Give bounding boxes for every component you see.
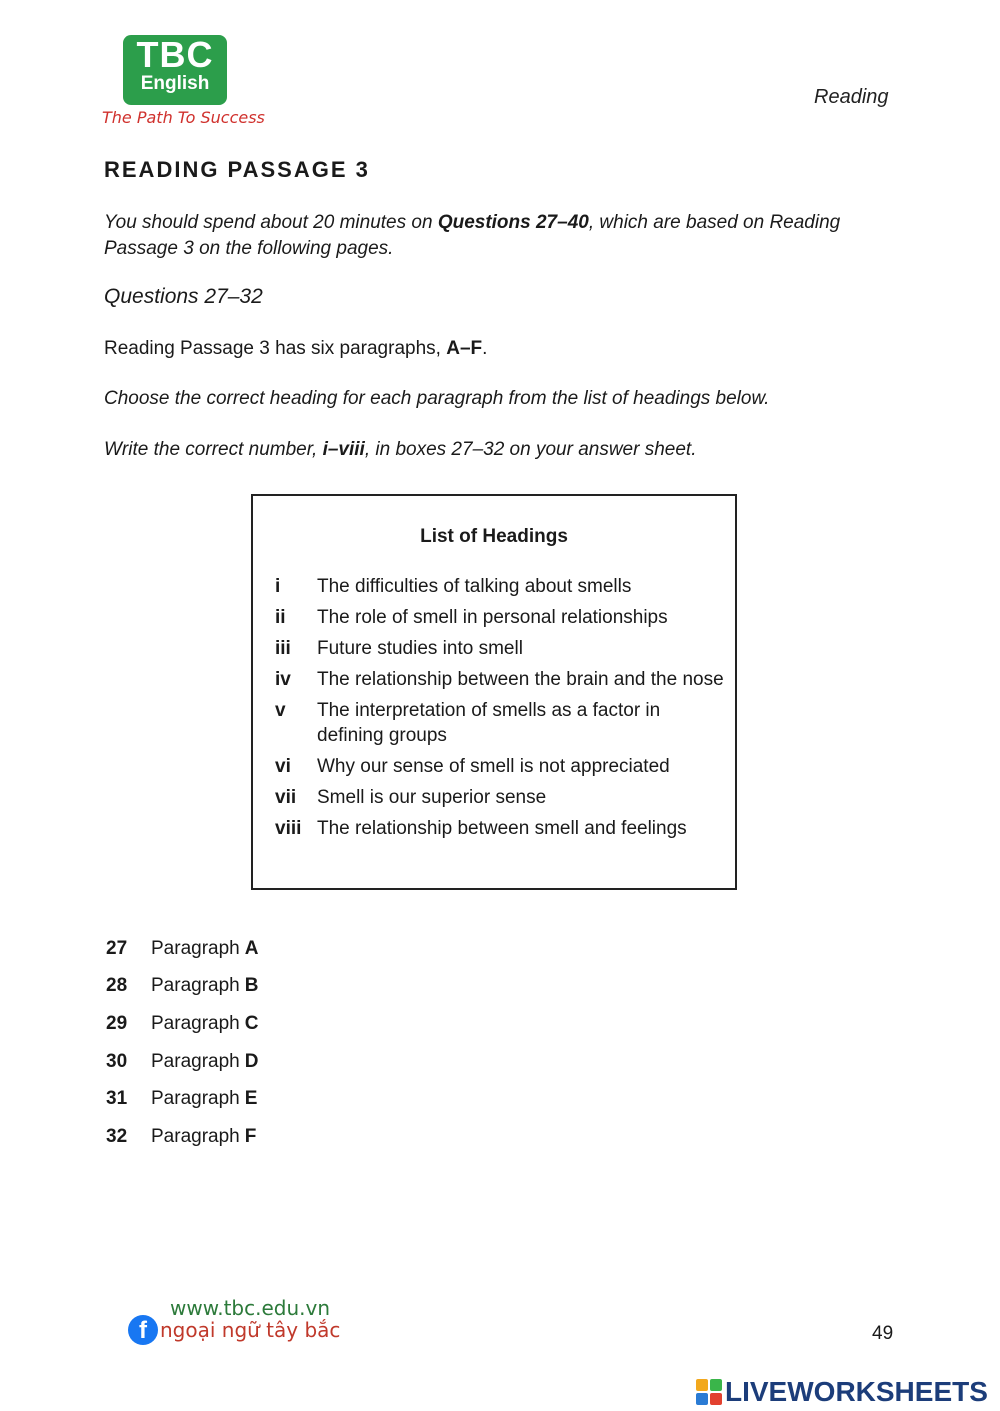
heading-text: The relationship between smell and feelings: [317, 818, 687, 839]
heading-text: The difficulties of talking about smells: [317, 576, 632, 597]
instruction-3-after: , in boxes 27–32 on your answer sheet.: [364, 439, 697, 460]
page-number: 49: [872, 1323, 894, 1344]
intro-bold: Questions 27–40: [437, 212, 589, 233]
heading-text: The relationship between the brain and the nose: [317, 669, 724, 690]
question-letter: E: [244, 1088, 258, 1110]
heading-item: [275, 667, 725, 692]
question-number: 32: [106, 1125, 128, 1147]
question-label: Paragraph: [151, 1012, 240, 1034]
question-label: Paragraph: [151, 1050, 240, 1072]
question-letter: D: [244, 1050, 259, 1072]
question-row: [106, 930, 258, 968]
heading-number: iv: [275, 669, 291, 690]
page-title: READING PASSAGE 3: [104, 157, 370, 182]
heading-item: [275, 636, 725, 661]
instruction-3-bold: i–viii: [322, 439, 365, 460]
heading-number: v: [275, 700, 286, 721]
question-letter: A: [244, 937, 259, 959]
logo-sub-text: English: [140, 73, 210, 94]
heading-number: vi: [275, 756, 291, 777]
instruction-1-after: .: [482, 338, 488, 359]
question-row: [106, 1118, 258, 1156]
heading-number: viii: [275, 818, 302, 839]
intro-after: , which are based on Reading Passage 3 on the following pages.: [104, 212, 841, 259]
intro-before: You should spend about 20 minutes on: [104, 212, 438, 233]
question-row: [106, 1080, 258, 1118]
question-label: Paragraph: [151, 1125, 240, 1147]
question-label: Paragraph: [151, 1088, 240, 1110]
heading-text: The role of smell in personal relationships: [317, 607, 668, 628]
instruction-1-before: Reading Passage 3 has six paragraphs,: [104, 338, 447, 359]
heading-item: [275, 605, 725, 630]
intro-text: [104, 210, 904, 262]
instruction-3-before: Write the correct number,: [104, 439, 323, 460]
question-row: [106, 1043, 258, 1081]
facebook-page-link[interactable]: ngoại ngữ tây bắc: [160, 1318, 341, 1342]
heading-text: The interpretation of smells as a factor in defining groups: [317, 700, 661, 746]
question-row: [106, 968, 258, 1006]
question-number: 30: [106, 1050, 128, 1072]
heading-number: iii: [275, 638, 291, 659]
heading-number: i: [275, 576, 281, 597]
instruction-1-bold: A–F: [446, 338, 483, 359]
headings-box: [251, 494, 737, 890]
heading-item: [275, 698, 725, 748]
heading-item: [275, 754, 725, 779]
website-link[interactable]: www.tbc.edu.vn: [170, 1296, 331, 1320]
liveworksheets-watermark: [696, 1376, 988, 1408]
heading-item: [275, 816, 725, 841]
instruction-choose: Choose the correct heading for each paragraph from the list of headings below.: [104, 388, 770, 409]
logo-tagline: The Path To Success: [102, 108, 265, 127]
heading-item: [275, 785, 725, 810]
question-number: 28: [106, 975, 128, 997]
heading-text: Future studies into smell: [317, 638, 523, 659]
headings-box-title: List of Headings: [420, 526, 568, 547]
questions-range: Questions 27–32: [104, 285, 263, 308]
question-letter: F: [244, 1125, 257, 1147]
heading-text: Why our sense of smell is not appreciated: [317, 756, 670, 777]
watermark-text: LIVEWORKSHEETS: [725, 1376, 988, 1407]
question-label: Paragraph: [151, 937, 240, 959]
logo-main-text: TBC: [136, 34, 214, 75]
tbc-logo: [123, 35, 227, 105]
instruction-write: [104, 439, 696, 461]
question-number: 29: [106, 1012, 128, 1034]
heading-text: Smell is our superior sense: [317, 787, 547, 808]
facebook-icon[interactable]: f: [128, 1315, 158, 1345]
question-letter: B: [244, 975, 259, 997]
section-label: Reading: [814, 86, 889, 108]
heading-number: vii: [275, 787, 297, 808]
question-label: Paragraph: [151, 975, 240, 997]
question-number: 27: [106, 937, 128, 959]
question-number: 31: [106, 1088, 128, 1110]
liveworksheets-icon: [696, 1379, 722, 1405]
headings-list: [275, 574, 725, 847]
heading-item: [275, 574, 725, 599]
heading-number: ii: [275, 607, 286, 628]
question-list: [106, 930, 258, 1156]
instruction-paragraphs: [104, 338, 487, 360]
question-row: [106, 1005, 258, 1043]
question-letter: C: [244, 1012, 259, 1034]
